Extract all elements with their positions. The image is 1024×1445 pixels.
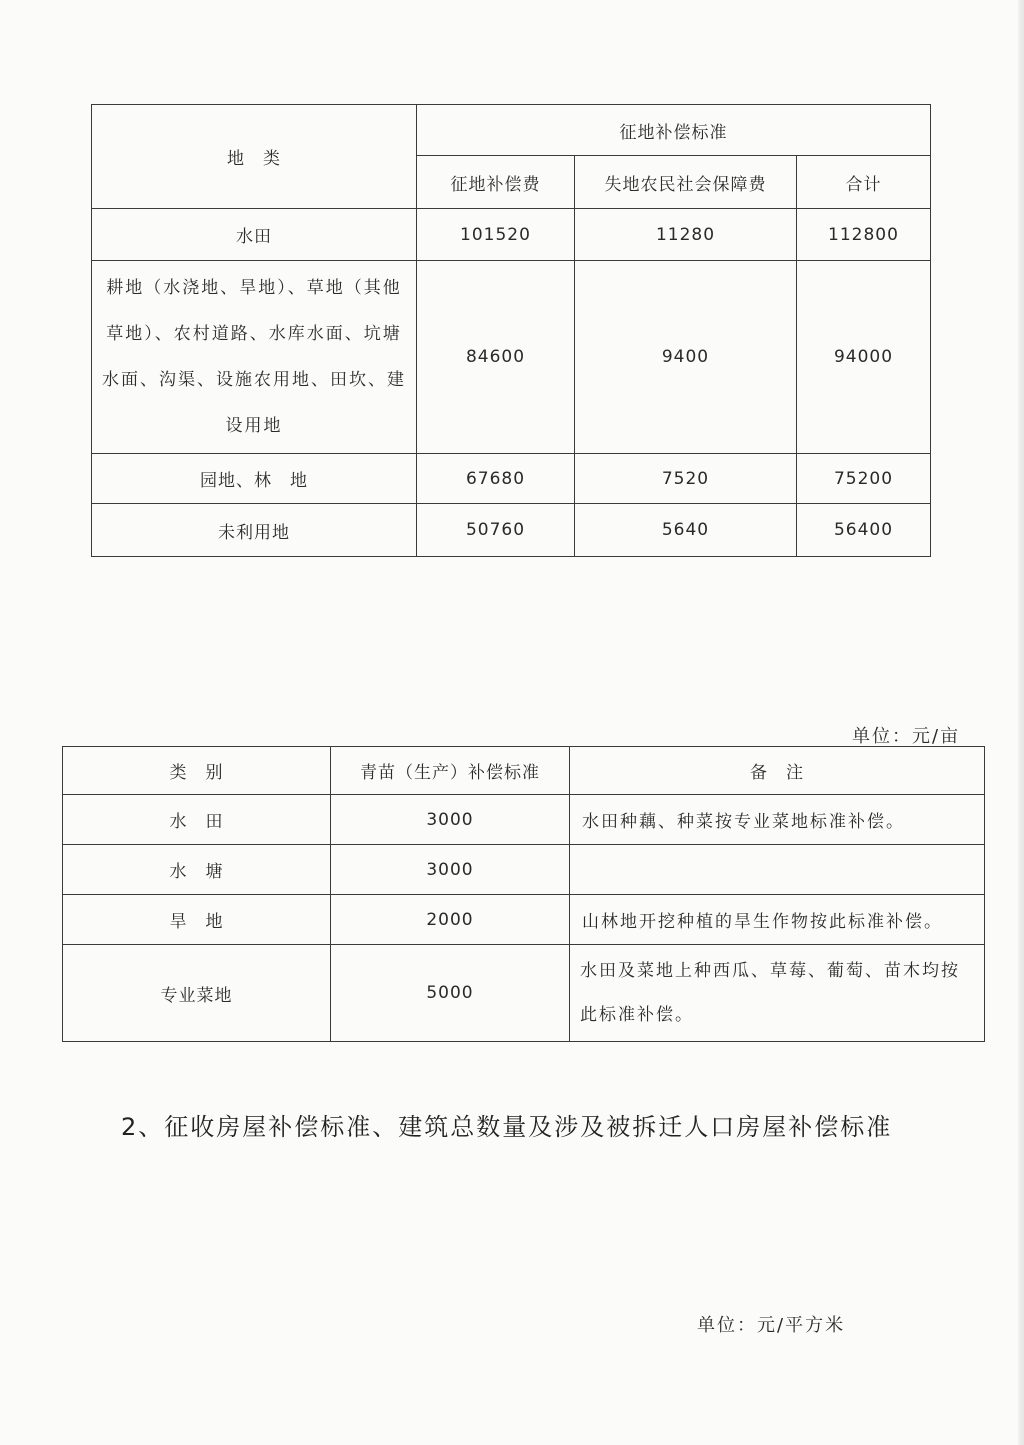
land-comp-fee-header: 征地补偿费 xyxy=(417,156,575,209)
social-fee-cell: 5640 xyxy=(575,504,797,557)
crop-standard-header: 青苗（生产）补偿标准 xyxy=(331,747,570,795)
category-cell: 旱 地 xyxy=(63,895,331,945)
land-type-cell: 耕地（水浇地、旱地）、草地（其他草地）、农村道路、水库水面、坑塘水面、沟渠、设施农用地、田坎、建设用地 xyxy=(92,261,417,454)
unit-label-yuan-per-mu: 单位：元/亩 xyxy=(852,726,961,747)
social-fee-cell: 9400 xyxy=(575,261,797,454)
land-compensation-table xyxy=(91,104,931,557)
land-type-cell: 园地、林 地 xyxy=(92,454,417,504)
section-heading: 2、征收房屋补偿标准、建筑总数量及涉及被拆迁人口房屋补偿标准 xyxy=(121,1113,893,1141)
compensation-standard-header: 征地补偿标准 xyxy=(417,105,931,156)
standard-cell: 2000 xyxy=(331,895,570,945)
crop-compensation-table xyxy=(62,746,985,1042)
category-cell: 水 塘 xyxy=(63,845,331,895)
table-row xyxy=(92,504,931,557)
table-row xyxy=(92,261,931,454)
remark-header: 备 注 xyxy=(570,747,985,795)
comp-fee-cell: 101520 xyxy=(417,209,575,261)
remark-cell: 山林地开挖种植的旱生作物按此标准补偿。 xyxy=(570,895,985,945)
comp-fee-cell: 84600 xyxy=(417,261,575,454)
social-fee-cell: 7520 xyxy=(575,454,797,504)
remark-cell: 水田种藕、种菜按专业菜地标准补偿。 xyxy=(570,795,985,845)
total-header: 合计 xyxy=(797,156,931,209)
remark-cell: 水田及菜地上种西瓜、草莓、葡萄、苗木均按此标准补偿。 xyxy=(570,945,985,1042)
land-type-cell: 水田 xyxy=(92,209,417,261)
standard-cell: 3000 xyxy=(331,795,570,845)
table-row xyxy=(63,895,985,945)
table-row xyxy=(92,454,931,504)
standard-cell: 3000 xyxy=(331,845,570,895)
total-cell: 56400 xyxy=(797,504,931,557)
comp-fee-cell: 67680 xyxy=(417,454,575,504)
social-fee-cell: 11280 xyxy=(575,209,797,261)
category-header: 类 别 xyxy=(63,747,331,795)
social-security-fee-header: 失地农民社会保障费 xyxy=(575,156,797,209)
total-cell: 112800 xyxy=(797,209,931,261)
unit-label-yuan-per-sqm: 单位：元/平方米 xyxy=(697,1315,846,1336)
table-row xyxy=(63,845,985,895)
category-cell: 专业菜地 xyxy=(63,945,331,1042)
total-cell: 94000 xyxy=(797,261,931,454)
table-row xyxy=(92,209,931,261)
land-type-cell: 未利用地 xyxy=(92,504,417,557)
comp-fee-cell: 50760 xyxy=(417,504,575,557)
table-row xyxy=(63,945,985,1042)
remark-cell xyxy=(570,845,985,895)
land-type-header: 地 类 xyxy=(92,105,417,209)
page-edge xyxy=(1018,0,1024,1445)
total-cell: 75200 xyxy=(797,454,931,504)
category-cell: 水 田 xyxy=(63,795,331,845)
standard-cell: 5000 xyxy=(331,945,570,1042)
table-row xyxy=(63,795,985,845)
